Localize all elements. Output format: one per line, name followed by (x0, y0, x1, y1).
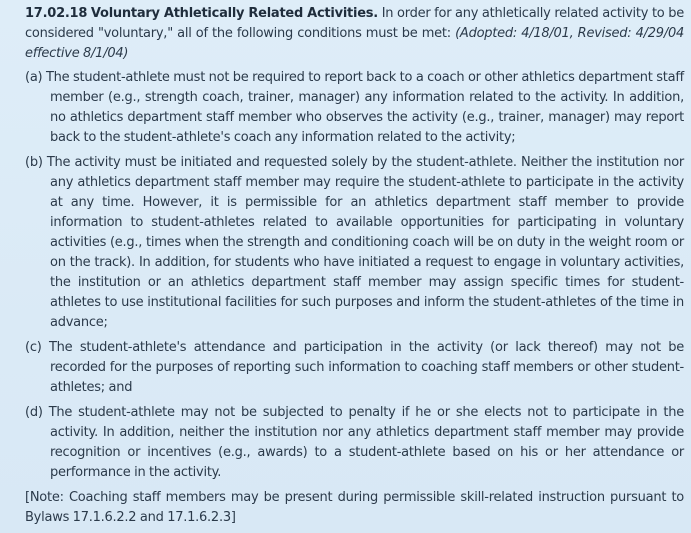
bylaw-history: (Adopted: 4/18/01, Revised: 4/29/04 effective 8/1/04) (25, 26, 684, 61)
bylaw-note: [Note: Coaching staff members may be present during permissible skill-related instruction pursuant to Bylaws 17.1.6.2.2 and 17.1.6.2.3] (25, 490, 684, 525)
condition-d (25, 403, 684, 483)
condition-label: (d) (25, 405, 43, 420)
condition-text: The student-athlete may not be subjected to penalty if he or she elects not to participate in the activity. In addition, neither the institution nor any athletics department staff member may provide recognition or incentives (e.g., awards) to a student-athlete based on his or her attendance or performance in the activity. (48, 405, 684, 480)
bylaw-intro-text: In order for any athletically related activity to be considered "voluntary," all of the following conditions must be met: (25, 6, 684, 41)
bylaw-title: Voluntary Athletically Related Activities. (90, 6, 378, 21)
condition-text: The activity must be initiated and requested solely by the student-athlete. Neither the institution nor any athletics department staff member may require the student-athlete to participate in the activity at any time. However, it is permissible for an athletics department staff member to provide information to student-athletes related to available opportunities for participating in voluntary activities (e.g., times when the strength and conditioning coach will be on duty in the weight room or on the track). In addition, for students who have initiated a request to engage in voluntary activities, the institution or an athletics department staff member may assign specific times for student-athletes to use institutional facilities for such purposes and inform the student-athletes of the time in advance; (46, 155, 684, 330)
bylaw-number: 17.02.18 (25, 6, 88, 21)
condition-a (25, 68, 684, 148)
section-intro-paragraph (25, 4, 684, 64)
condition-label: (c) (25, 340, 42, 355)
condition-text: The student-athlete must not be required to report back to a coach or other athletics department staff member (e.g., strength coach, trainer, manager) any information related to the activity. In addition, no athletics department staff member who observes the activity (e.g., trainer, manager) may report back to the student-athlete's coach any information related to the activity; (45, 70, 684, 145)
condition-text: The student-athlete's attendance and participation in the activity (or lack thereof) may not be recorded for the purposes of reporting such information to coaching staff members or other student-athletes; and (48, 340, 684, 395)
condition-b (25, 153, 684, 333)
condition-label: (a) (25, 70, 43, 85)
condition-label: (b) (25, 155, 43, 170)
condition-c (25, 338, 684, 398)
